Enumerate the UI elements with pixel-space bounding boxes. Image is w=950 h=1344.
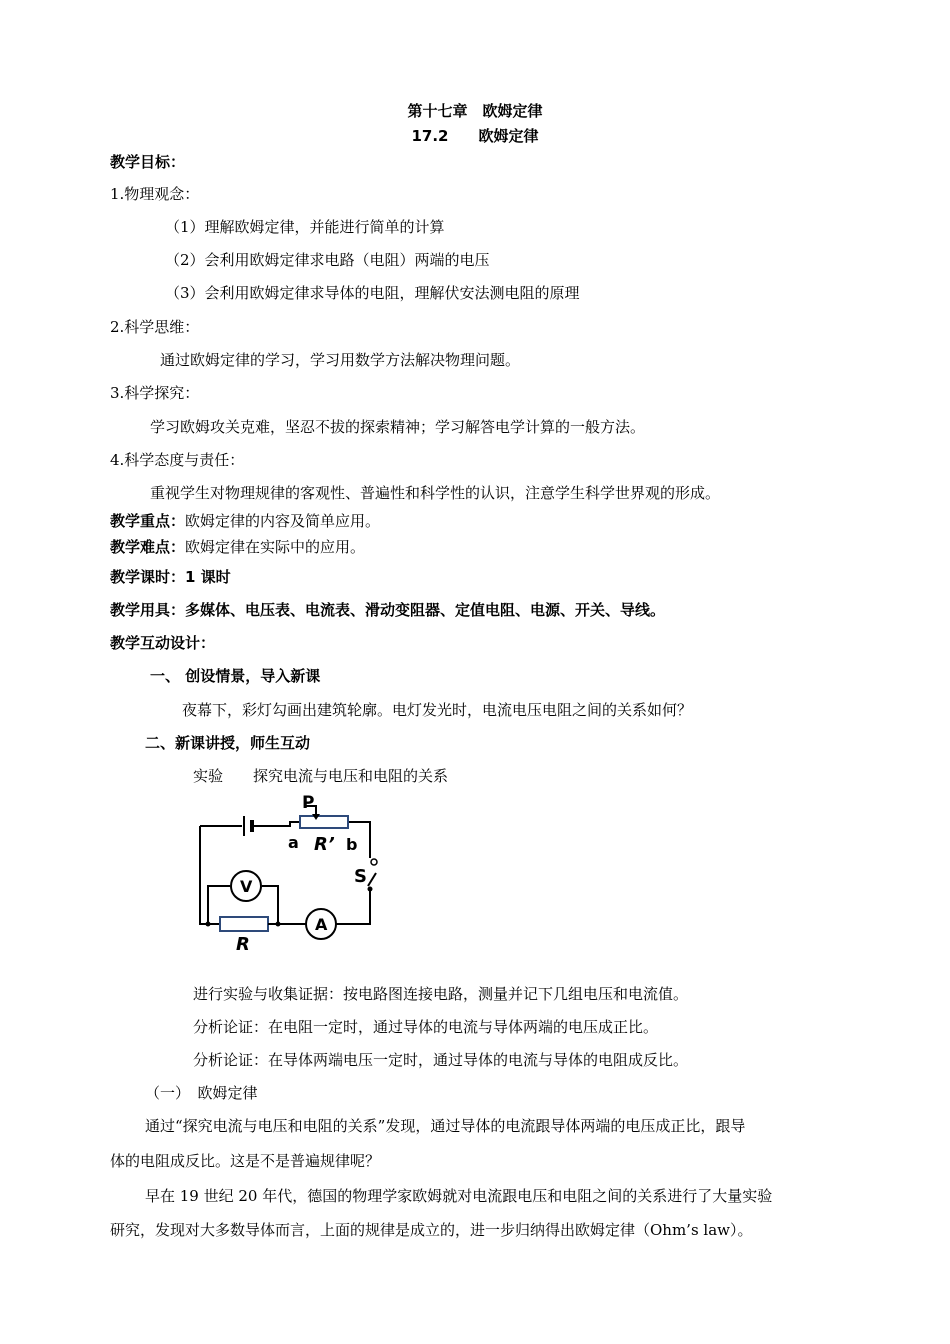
resistor-r: [220, 917, 268, 931]
key-point: [110, 514, 380, 529]
experiment-title: 实验 探究电流与电压和电阻的关系: [193, 767, 449, 785]
objective-1-title: 1.物理观念：: [110, 185, 200, 203]
objective-3-text: 学习欧姆攻关克难，坚忍不拔的探索精神；学习解答电学计算的一般方法。: [150, 418, 646, 436]
objective-3-title: 3.科学探究：: [110, 384, 200, 402]
objective-2-title: 2.科学思维：: [110, 318, 200, 336]
switch-blade: [368, 873, 376, 886]
label-p: P: [302, 793, 315, 813]
switch-contact-top: [371, 859, 377, 865]
section-title: 17.2 欧姆定律: [411, 127, 539, 145]
objective-1-point-2: （2）会利用欧姆定律求电路（电阻）两端的电压: [165, 251, 490, 269]
label-a-meter: A: [315, 915, 328, 934]
objective-2-text: 通过欧姆定律的学习，学习用数学方法解决物理问题。: [160, 351, 521, 369]
teaching-hours: 教学课时：1 课时: [110, 568, 231, 586]
para-2-line-2: 研究，发现对大多数导体而言，上面的规律是成立的，进一步归纳得出欧姆定律（Ohm’s law）。: [110, 1221, 753, 1239]
sub-1-title: （一） 欧姆定律: [145, 1084, 258, 1102]
difficulty-label: 教学难点：: [110, 538, 186, 556]
design-heading: 教学互动设计：: [110, 634, 216, 652]
key-point-label: 教学重点：: [110, 512, 186, 530]
objectives-heading: 教学目标：: [110, 153, 186, 171]
chapter-title: 第十七章 欧姆定律: [407, 102, 543, 120]
step-2: 分析论证：在电阻一定时，通过导体的电流与导体两端的电压成正比。: [193, 1018, 659, 1036]
rheostat: [300, 816, 348, 828]
part-1-text: 夜幕下，彩灯勾画出建筑轮廓。电灯发光时，电流电压电阻之间的关系如何？: [182, 701, 693, 719]
objective-4-title: 4.科学态度与责任：: [110, 451, 245, 469]
wire-left: [200, 826, 220, 924]
part-2-title: 二、新课讲授，师生互动: [145, 734, 311, 752]
part-1-title: 一、 创设情景，导入新课: [150, 667, 321, 685]
label-b: b: [346, 835, 358, 854]
label-r: R: [236, 934, 250, 955]
junction-dot-left: [206, 922, 211, 927]
label-a: a: [288, 833, 299, 852]
circuit-diagram: [190, 790, 390, 960]
label-v: V: [240, 877, 253, 896]
junction-dot: [276, 922, 281, 927]
switch-contact-bottom: [368, 887, 373, 892]
wire-battery-right: [254, 822, 300, 826]
objective-1-point-1: （1）理解欧姆定律，并能进行简单的计算: [165, 218, 445, 236]
objective-1-point-3: （3）会利用欧姆定律求导体的电阻，理解伏安法测电阻的原理: [165, 284, 580, 302]
label-rprime: R’: [314, 834, 335, 855]
label-s: S: [354, 866, 367, 887]
para-1-line-2: 体的电阻成反比。这是不是普遍规律呢？: [110, 1152, 381, 1170]
objective-4-text: 重视学生对物理规律的客观性、普遍性和科学性的认识，注意学生科学世界观的形成。: [150, 484, 721, 502]
para-2-line-1: 早在 19 世纪 20 年代，德国的物理学家欧姆就对电流跟电压和电阻之间的关系进行了大量实验: [145, 1187, 773, 1205]
difficulty-text: 欧姆定律在实际中的应用。: [185, 538, 366, 556]
teaching-tools: 教学用具：多媒体、电压表、电流表、滑动变阻器、定值电阻、电源、开关、导线。: [110, 601, 666, 619]
difficulty-point: [110, 540, 365, 555]
para-1-line-1: 通过“探究电流与电压和电阻的关系”发现，通过导体的电流跟导体两端的电压成正比，跟导: [145, 1117, 746, 1135]
key-point-text: 欧姆定律的内容及简单应用。: [185, 512, 381, 530]
wire-switch-down: [336, 890, 370, 924]
step-1: 进行实验与收集证据：按电路图连接电路，测量并记下几组电压和电流值。: [193, 985, 689, 1003]
step-3: 分析论证：在导体两端电压一定时，通过导体的电流与导体的电阻成反比。: [193, 1051, 689, 1069]
